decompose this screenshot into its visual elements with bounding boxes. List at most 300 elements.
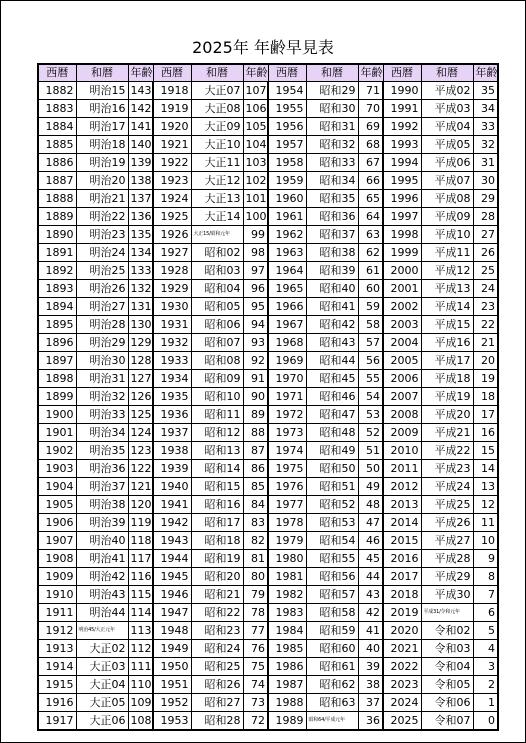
year-cell: 2015	[383, 532, 421, 550]
era-cell: 昭和59	[306, 622, 358, 640]
year-cell: 1954	[268, 82, 306, 100]
year-cell: 1885	[38, 136, 76, 154]
year-cell: 1906	[38, 514, 76, 532]
era-cell: 明治20	[76, 172, 128, 190]
era-cell: 昭和62	[306, 676, 358, 694]
age-cell: 13	[473, 478, 498, 496]
era-cell: 大正10	[191, 136, 243, 154]
table-row	[38, 478, 498, 496]
age-cell: 124	[128, 424, 153, 442]
age-cell: 16	[473, 424, 498, 442]
year-cell: 1997	[383, 208, 421, 226]
table-row	[38, 442, 498, 460]
age-cell: 5	[473, 622, 498, 640]
era-cell: 明治44	[76, 604, 128, 622]
age-cell: 141	[128, 118, 153, 136]
age-cell: 82	[243, 532, 268, 550]
table-row	[38, 460, 498, 478]
year-cell: 1985	[268, 640, 306, 658]
era-cell: 明治42	[76, 568, 128, 586]
year-cell: 1928	[153, 262, 191, 280]
year-cell: 2013	[383, 496, 421, 514]
age-cell: 29	[473, 190, 498, 208]
era-cell: 大正14	[191, 208, 243, 226]
era-cell: 昭和38	[306, 244, 358, 262]
year-cell: 1935	[153, 388, 191, 406]
year-cell: 1955	[268, 100, 306, 118]
table-row	[38, 586, 498, 604]
era-cell: 昭和25	[191, 658, 243, 676]
year-cell: 1941	[153, 496, 191, 514]
age-cell: 121	[128, 478, 153, 496]
table-row	[38, 658, 498, 676]
year-cell: 1933	[153, 352, 191, 370]
year-cell: 1913	[38, 640, 76, 658]
age-cell: 1	[473, 694, 498, 712]
table-row	[38, 640, 498, 658]
era-cell: 平成24	[421, 478, 473, 496]
year-cell: 1897	[38, 352, 76, 370]
year-cell: 1925	[153, 208, 191, 226]
table-row	[38, 82, 498, 100]
era-cell: 昭和23	[191, 622, 243, 640]
year-cell: 1945	[153, 568, 191, 586]
era-cell: 昭和22	[191, 604, 243, 622]
year-cell: 1886	[38, 154, 76, 172]
era-cell: 昭和61	[306, 658, 358, 676]
age-cell: 117	[128, 550, 153, 568]
year-cell: 1970	[268, 370, 306, 388]
era-cell: 平成08	[421, 190, 473, 208]
era-cell: 昭和30	[306, 100, 358, 118]
era-cell: 昭和40	[306, 280, 358, 298]
year-cell: 1975	[268, 460, 306, 478]
age-cell: 80	[243, 568, 268, 586]
era-cell: 明治35	[76, 442, 128, 460]
age-cell: 78	[243, 604, 268, 622]
age-cell: 104	[243, 136, 268, 154]
era-cell: 明治16	[76, 100, 128, 118]
year-cell: 1903	[38, 460, 76, 478]
age-cell: 102	[243, 172, 268, 190]
age-cell: 67	[358, 154, 383, 172]
age-cell: 118	[128, 532, 153, 550]
era-cell: 平成22	[421, 442, 473, 460]
year-cell: 1983	[268, 604, 306, 622]
year-cell: 2006	[383, 370, 421, 388]
table-row	[38, 154, 498, 172]
age-cell: 131	[128, 298, 153, 316]
year-cell: 1971	[268, 388, 306, 406]
era-cell: 昭和53	[306, 514, 358, 532]
age-cell: 101	[243, 190, 268, 208]
era-cell: 平成16	[421, 334, 473, 352]
age-cell: 0	[473, 712, 498, 731]
table-row	[38, 280, 498, 298]
table-row	[38, 226, 498, 244]
era-cell: 明治21	[76, 190, 128, 208]
year-cell: 1977	[268, 496, 306, 514]
age-cell: 45	[358, 550, 383, 568]
year-cell: 1966	[268, 298, 306, 316]
era-cell: 昭和26	[191, 676, 243, 694]
year-cell: 1996	[383, 190, 421, 208]
era-cell: 平成25	[421, 496, 473, 514]
era-cell: 昭和19	[191, 550, 243, 568]
age-cell: 134	[128, 244, 153, 262]
year-cell: 1922	[153, 154, 191, 172]
age-cell: 132	[128, 280, 153, 298]
table-row	[38, 604, 498, 622]
age-cell: 90	[243, 388, 268, 406]
table-row	[38, 622, 498, 640]
year-cell: 1940	[153, 478, 191, 496]
table-row	[38, 100, 498, 118]
era-cell: 令和06	[421, 694, 473, 712]
age-cell: 47	[358, 514, 383, 532]
era-cell: 昭和46	[306, 388, 358, 406]
age-cell: 12	[473, 496, 498, 514]
era-cell: 明治38	[76, 496, 128, 514]
era-cell: 明治43	[76, 586, 128, 604]
era-cell: 平成21	[421, 424, 473, 442]
year-cell: 1883	[38, 100, 76, 118]
year-cell: 1900	[38, 406, 76, 424]
age-cell: 18	[473, 388, 498, 406]
era-cell: 平成17	[421, 352, 473, 370]
era-cell: 明治17	[76, 118, 128, 136]
era-cell: 平成07	[421, 172, 473, 190]
year-cell: 1956	[268, 118, 306, 136]
era-cell: 昭和13	[191, 442, 243, 460]
year-cell: 1923	[153, 172, 191, 190]
age-cell: 105	[243, 118, 268, 136]
year-cell: 1918	[153, 82, 191, 100]
year-cell: 1999	[383, 244, 421, 262]
age-cell: 6	[473, 604, 498, 622]
age-cell: 64	[358, 208, 383, 226]
year-cell: 1888	[38, 190, 76, 208]
year-cell: 1902	[38, 442, 76, 460]
era-cell: 明治34	[76, 424, 128, 442]
era-cell: 昭和50	[306, 460, 358, 478]
era-cell: 大正15/昭和元年	[191, 226, 243, 244]
age-cell: 138	[128, 172, 153, 190]
era-cell: 明治22	[76, 208, 128, 226]
era-cell: 平成28	[421, 550, 473, 568]
age-cell: 54	[358, 388, 383, 406]
age-cell: 111	[128, 658, 153, 676]
age-cell: 31	[473, 154, 498, 172]
age-cell: 10	[473, 532, 498, 550]
era-cell: 昭和52	[306, 496, 358, 514]
year-cell: 1910	[38, 586, 76, 604]
era-cell: 明治36	[76, 460, 128, 478]
era-cell: 明治41	[76, 550, 128, 568]
year-cell: 2019	[383, 604, 421, 622]
table-row	[38, 424, 498, 442]
age-cell: 77	[243, 622, 268, 640]
age-cell: 113	[128, 622, 153, 640]
age-cell: 24	[473, 280, 498, 298]
age-cell: 73	[243, 694, 268, 712]
era-cell: 明治37	[76, 478, 128, 496]
age-cell: 114	[128, 604, 153, 622]
year-cell: 2000	[383, 262, 421, 280]
year-cell: 1907	[38, 532, 76, 550]
age-cell: 83	[243, 514, 268, 532]
era-cell: 明治24	[76, 244, 128, 262]
era-cell: 昭和11	[191, 406, 243, 424]
age-cell: 44	[358, 568, 383, 586]
age-cell: 21	[473, 334, 498, 352]
age-cell: 75	[243, 658, 268, 676]
age-cell: 57	[358, 334, 383, 352]
year-cell: 1948	[153, 622, 191, 640]
year-cell: 1899	[38, 388, 76, 406]
year-cell: 1974	[268, 442, 306, 460]
year-cell: 1953	[153, 712, 191, 731]
year-cell: 1898	[38, 370, 76, 388]
table-row	[38, 190, 498, 208]
year-cell: 2016	[383, 550, 421, 568]
age-cell: 36	[358, 712, 383, 731]
era-cell: 大正08	[191, 100, 243, 118]
era-cell: 平成12	[421, 262, 473, 280]
era-cell: 令和02	[421, 622, 473, 640]
year-cell: 1984	[268, 622, 306, 640]
era-cell: 大正09	[191, 118, 243, 136]
year-cell: 1973	[268, 424, 306, 442]
year-cell: 1987	[268, 676, 306, 694]
era-cell: 昭和02	[191, 244, 243, 262]
header-age: 年齢	[243, 64, 268, 82]
era-cell: 明治19	[76, 154, 128, 172]
era-cell: 明治40	[76, 532, 128, 550]
age-cell: 41	[358, 622, 383, 640]
age-cell: 87	[243, 442, 268, 460]
year-cell: 1988	[268, 694, 306, 712]
age-cell: 3	[473, 658, 498, 676]
year-cell: 2008	[383, 406, 421, 424]
year-cell: 2007	[383, 388, 421, 406]
age-cell: 135	[128, 226, 153, 244]
year-cell: 1932	[153, 334, 191, 352]
age-cell: 97	[243, 262, 268, 280]
header-age: 年齢	[128, 64, 153, 82]
year-cell: 2011	[383, 460, 421, 478]
year-cell: 1892	[38, 262, 76, 280]
age-table	[37, 63, 499, 731]
era-cell: 昭和12	[191, 424, 243, 442]
year-cell: 1982	[268, 586, 306, 604]
era-cell: 昭和15	[191, 478, 243, 496]
year-cell: 1950	[153, 658, 191, 676]
age-cell: 49	[358, 478, 383, 496]
age-cell: 74	[243, 676, 268, 694]
era-cell: 昭和24	[191, 640, 243, 658]
table-row	[38, 334, 498, 352]
era-cell: 平成27	[421, 532, 473, 550]
year-cell: 1894	[38, 298, 76, 316]
era-cell: 昭和37	[306, 226, 358, 244]
year-cell: 2017	[383, 568, 421, 586]
era-cell: 令和05	[421, 676, 473, 694]
year-cell: 1951	[153, 676, 191, 694]
year-cell: 2025	[383, 712, 421, 731]
age-cell: 85	[243, 478, 268, 496]
era-cell: 明治39	[76, 514, 128, 532]
era-cell: 明治45/大正元年	[76, 622, 128, 640]
era-cell: 明治28	[76, 316, 128, 334]
era-cell: 昭和57	[306, 586, 358, 604]
age-cell: 11	[473, 514, 498, 532]
age-cell: 110	[128, 676, 153, 694]
era-cell: 大正07	[191, 82, 243, 100]
year-cell: 1942	[153, 514, 191, 532]
era-cell: 令和04	[421, 658, 473, 676]
era-cell: 平成10	[421, 226, 473, 244]
header-seireki: 西暦	[38, 64, 76, 82]
era-cell: 平成14	[421, 298, 473, 316]
table-row	[38, 550, 498, 568]
year-cell: 1908	[38, 550, 76, 568]
table-row	[38, 568, 498, 586]
era-cell: 平成13	[421, 280, 473, 298]
age-cell: 70	[358, 100, 383, 118]
era-cell: 大正12	[191, 172, 243, 190]
year-cell: 1986	[268, 658, 306, 676]
age-cell: 88	[243, 424, 268, 442]
age-cell: 7	[473, 586, 498, 604]
era-cell: 令和03	[421, 640, 473, 658]
age-cell: 115	[128, 586, 153, 604]
age-cell: 143	[128, 82, 153, 100]
era-cell: 明治18	[76, 136, 128, 154]
year-cell: 1936	[153, 406, 191, 424]
era-cell: 明治31	[76, 370, 128, 388]
year-cell: 1887	[38, 172, 76, 190]
year-cell: 1991	[383, 100, 421, 118]
era-cell: 昭和08	[191, 352, 243, 370]
year-cell: 1939	[153, 460, 191, 478]
year-cell: 2023	[383, 676, 421, 694]
age-cell: 106	[243, 100, 268, 118]
year-cell: 1959	[268, 172, 306, 190]
age-cell: 37	[358, 694, 383, 712]
header-age: 年齢	[473, 64, 498, 82]
year-cell: 1896	[38, 334, 76, 352]
year-cell: 1882	[38, 82, 76, 100]
page-title: 2025年 年齢早見表	[192, 38, 334, 57]
year-cell: 1911	[38, 604, 76, 622]
year-cell: 1930	[153, 298, 191, 316]
age-cell: 136	[128, 208, 153, 226]
year-cell: 1938	[153, 442, 191, 460]
year-cell: 1920	[153, 118, 191, 136]
era-cell: 昭和47	[306, 406, 358, 424]
header-seireki: 西暦	[383, 64, 421, 82]
era-cell: 平成19	[421, 388, 473, 406]
year-cell: 1901	[38, 424, 76, 442]
era-cell: 昭和32	[306, 136, 358, 154]
year-cell: 1994	[383, 154, 421, 172]
year-cell: 1916	[38, 694, 76, 712]
year-cell: 1929	[153, 280, 191, 298]
year-cell: 1915	[38, 676, 76, 694]
age-cell: 103	[243, 154, 268, 172]
table-row	[38, 136, 498, 154]
table-row	[38, 262, 498, 280]
table-body	[38, 82, 498, 731]
table-row	[38, 172, 498, 190]
year-cell: 1917	[38, 712, 76, 731]
age-cell: 62	[358, 244, 383, 262]
era-cell: 平成11	[421, 244, 473, 262]
age-cell: 42	[358, 604, 383, 622]
era-cell: 明治29	[76, 334, 128, 352]
age-cell: 2	[473, 676, 498, 694]
header-wareki: 和暦	[76, 64, 128, 82]
year-cell: 2024	[383, 694, 421, 712]
year-cell: 1980	[268, 550, 306, 568]
age-cell: 96	[243, 280, 268, 298]
era-cell: 大正03	[76, 658, 128, 676]
year-cell: 1924	[153, 190, 191, 208]
year-cell: 1909	[38, 568, 76, 586]
age-cell: 38	[358, 676, 383, 694]
era-cell: 昭和06	[191, 316, 243, 334]
era-cell: 明治30	[76, 352, 128, 370]
year-cell: 1992	[383, 118, 421, 136]
era-cell: 昭和31	[306, 118, 358, 136]
age-cell: 27	[473, 226, 498, 244]
era-cell: 昭和27	[191, 694, 243, 712]
year-cell: 2022	[383, 658, 421, 676]
era-cell: 昭和17	[191, 514, 243, 532]
year-cell: 1912	[38, 622, 76, 640]
year-cell: 1979	[268, 532, 306, 550]
age-cell: 130	[128, 316, 153, 334]
era-cell: 昭和45	[306, 370, 358, 388]
era-cell: 明治23	[76, 226, 128, 244]
era-cell: 大正02	[76, 640, 128, 658]
age-cell: 142	[128, 100, 153, 118]
era-cell: 昭和56	[306, 568, 358, 586]
age-cell: 112	[128, 640, 153, 658]
year-cell: 1949	[153, 640, 191, 658]
era-cell: 明治25	[76, 262, 128, 280]
age-cell: 19	[473, 370, 498, 388]
era-cell: 昭和03	[191, 262, 243, 280]
age-cell: 129	[128, 334, 153, 352]
era-cell: 昭和54	[306, 532, 358, 550]
age-cell: 126	[128, 388, 153, 406]
year-cell: 1943	[153, 532, 191, 550]
era-cell: 昭和20	[191, 568, 243, 586]
table-row	[38, 388, 498, 406]
age-cell: 25	[473, 262, 498, 280]
era-cell: 平成05	[421, 136, 473, 154]
year-cell: 1890	[38, 226, 76, 244]
era-cell: 大正13	[191, 190, 243, 208]
table-row	[38, 532, 498, 550]
year-cell: 1905	[38, 496, 76, 514]
era-cell: 大正05	[76, 694, 128, 712]
age-cell: 122	[128, 460, 153, 478]
age-cell: 86	[243, 460, 268, 478]
age-cell: 14	[473, 460, 498, 478]
